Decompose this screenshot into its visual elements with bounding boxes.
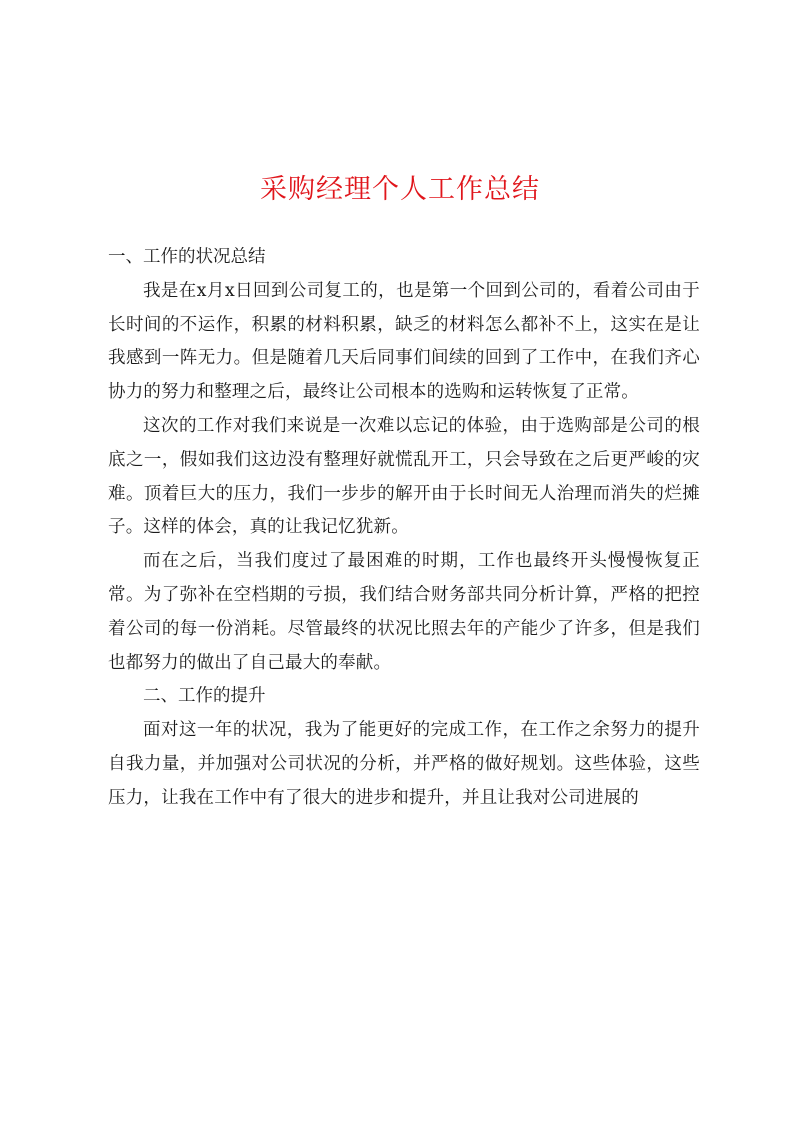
- section-heading-work-status: 一、工作的状况总结: [108, 247, 266, 267]
- paragraph: 面对这一年的状况，我为了能更好的完成工作，在工作之余努力的提升自我力量，并加强对公司状况的分析，并严格的做好规划。这些体验，这些压力，让我在工作中有了很大的进步和提升，并且让我对公司进展的: [108, 720, 700, 808]
- document-body: [108, 241, 700, 816]
- document-title: 采购经理个人工作总结: [260, 174, 540, 205]
- paragraph: 我是在x月x日回到公司复工的，也是第一个回到公司的，看着公司由于长时间的不运作，积累的材料积累，缺乏的材料怎么都补不上，这实在是让我感到一阵无力。但是随着几天后同事们间续的回到了工作中，在我们齐心协力的努力和整理之后，最终让公司根本的选购和运转恢复了正常。: [108, 280, 700, 403]
- paragraph: 这次的工作对我们来说是一次难以忘记的体验，由于选购部是公司的根底之一，假如我们这边没有整理好就慌乱开工，只会导致在之后更严峻的灾难。顶着巨大的压力，我们一步步的解开由于长时间无人治理而消失的烂摊子。这样的体会，真的让我记忆犹新。: [108, 415, 700, 538]
- section-heading-work-improvement: 二、工作的提升: [143, 686, 266, 707]
- paragraph: 而在之后，当我们度过了最困难的时期，工作也最终开头慢慢恢复正常。为了弥补在空档期的亏损，我们结合财务部共同分析计算，严格的把控着公司的每一份消耗。尽管最终的状况比照去年的产能少了许多，但是我们也都努力的做出了自己最大的奉献。: [108, 551, 700, 673]
